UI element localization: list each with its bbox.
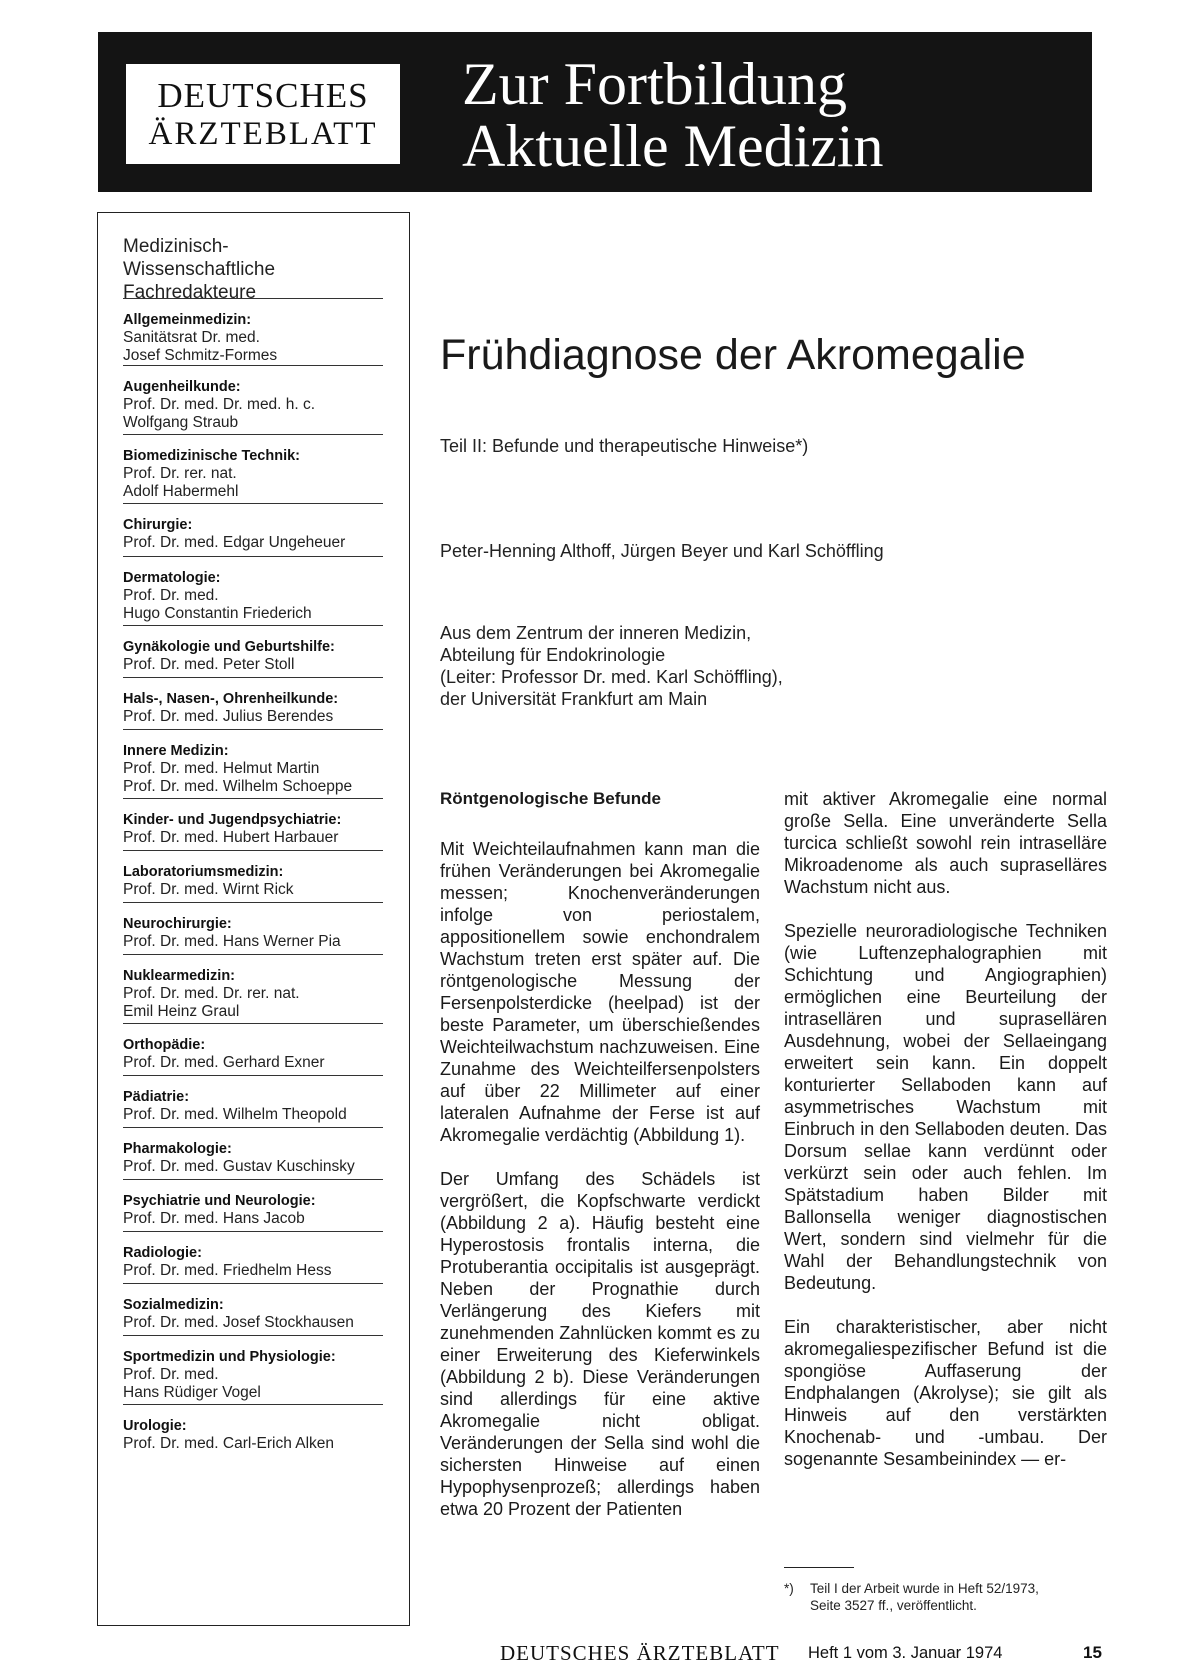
sidebar-heading: [123, 235, 393, 304]
sidebar-entry: [123, 1348, 393, 1402]
sidebar-divider: [123, 434, 383, 435]
specialty-label: Pädiatrie:: [123, 1089, 190, 1105]
body-paragraph: Spezielle neuroradiologische Techniken (wie Luftenzephalographien mit Schichtung und Angiographien) ermöglichen eine Beurteilung der intrasellären und suprasellären Ausdehnung, wobei der Sellaeingang erweitert sein kann. Ein doppelt konturierter Sellaboden kann auf asymmetrisches Wachstum mit Einbruch in den Sellaboden deuten. Das Dorsum sellae kann verdünnt oder verkürzt sein oder auch fehlen. Im Spätstadium haben Bilder mit Ballonsella weniger diagnostischen Wert, sondern sind vielmehr für die Wahl der Behandlungstechnik von Bedeutung.: [784, 921, 1107, 1293]
masthead-banner: [98, 32, 1092, 192]
editor-name: Prof. Dr. med. Gerhard Exner: [123, 1054, 325, 1071]
editor-name: Prof. Dr. med. Wirnt Rick: [123, 881, 294, 898]
editor-name: Adolf Habermehl: [123, 483, 239, 500]
editor-name: Sanitätsrat Dr. med.: [123, 329, 260, 346]
editor-name: Prof. Dr. med. Gustav Kuschinsky: [123, 1158, 355, 1175]
sidebar-divider: [123, 1179, 383, 1180]
body-paragraph: Mit Weichteilaufnahmen kann man die frühen Veränderungen bei Akromegalie messen; Knochenveränderungen infolge von periostalem, appositionellem sowie enchondralem Wachstum treten erst später auf. Die röntgenologische Messung der Fersenpolsterdicke (heelpad) ist der beste Parameter, um überschießendes Weichteilwachstum nachzuweisen. Eine Zunahme des Weichteilfersenpolsters auf über 22 Millimeter auf einer lateralen Aufnahme der Ferse ist auf Akromegalie verdächtig (Abbildung 1).: [440, 839, 760, 1145]
sidebar-entry: [123, 378, 393, 432]
article-subtitle: Teil II: Befunde und therapeutische Hinweise*): [440, 436, 809, 456]
sidebar-divider: [123, 556, 383, 557]
specialty-label: Kinder- und Jugendpsychiatrie:: [123, 812, 342, 828]
specialty-label: Urologie:: [123, 1418, 187, 1434]
specialty-label: Chirurgie:: [123, 517, 193, 533]
editor-name: Prof. Dr. med. Hubert Harbauer: [123, 829, 339, 846]
sidebar-entry: [123, 569, 393, 623]
sidebar-entry: [123, 967, 393, 1021]
affiliation-line: (Leiter: Professor Dr. med. Karl Schöffling),: [440, 667, 783, 687]
editor-name: Prof. Dr. med. Josef Stockhausen: [123, 1314, 354, 1331]
sidebar-divider: [123, 1335, 383, 1336]
body-paragraph: Ein charakteristischer, aber nicht akromegaliespezifischer Befund ist die spongiöse Auffaserung der Endphalangen (Akrolyse); sie gilt als Hinweis auf den verstärkten Knochenab- und -umbau. Der sogenannte Sesambeinindex — er-: [784, 1317, 1107, 1469]
specialty-label: Biomedizinische Technik:: [123, 448, 300, 464]
sidebar-entry: [123, 1140, 393, 1176]
sidebar-entry: [123, 1036, 393, 1072]
sidebar-divider: [123, 1075, 383, 1076]
page-number: 15: [1083, 1643, 1102, 1662]
editor-name: Wolfgang Straub: [123, 414, 239, 431]
specialty-label: Nuklearmedizin:: [123, 968, 235, 984]
editor-name: Prof. Dr. med. Hans Jacob: [123, 1210, 305, 1227]
specialty-label: Laboratoriumsmedizin:: [123, 864, 284, 880]
editor-name: Prof. Dr. med. Hans Werner Pia: [123, 933, 341, 950]
editor-name: Prof. Dr. med. Carl-Erich Alken: [123, 1435, 335, 1452]
specialty-label: Sportmedizin und Physiologie:: [123, 1349, 336, 1365]
article-authors: Peter-Henning Althoff, Jürgen Beyer und Karl Schöffling: [440, 541, 884, 561]
specialty-label: Augenheilkunde:: [123, 379, 241, 395]
footnote-line: Seite 3527 ff., veröffentlicht.: [810, 1598, 977, 1613]
sidebar-entry: [123, 915, 393, 951]
sidebar-divider: [123, 677, 383, 678]
sidebar-divider: [123, 954, 383, 955]
sidebar-divider: [123, 365, 383, 366]
sidebar-divider: [123, 798, 383, 799]
editor-name: Hugo Constantin Friederich: [123, 605, 312, 622]
sidebar-divider: [123, 625, 383, 626]
sidebar-divider: [123, 902, 383, 903]
sidebar-entry: [123, 1296, 393, 1332]
footnote-text: [810, 1580, 1039, 1614]
body-column-left: [440, 788, 760, 1542]
article-affiliation: [440, 622, 783, 710]
editor-name: Hans Rüdiger Vogel: [123, 1384, 261, 1401]
editor-name: Prof. Dr. med.: [123, 587, 219, 604]
sidebar-divider: [123, 1023, 383, 1024]
affiliation-line: Abteilung für Endokrinologie: [440, 645, 666, 665]
editor-name: Prof. Dr. med. Friedhelm Hess: [123, 1262, 332, 1279]
logo-line-1: DEUTSCHES: [157, 76, 369, 115]
footnote-line: Teil I der Arbeit wurde in Heft 52/1973,: [810, 1581, 1039, 1596]
sidebar-entry: [123, 638, 393, 674]
sidebar-entry: [123, 1417, 393, 1453]
sidebar-divider: [123, 1127, 383, 1128]
editor-name: Emil Heinz Graul: [123, 1003, 240, 1020]
editor-name: Prof. Dr. med. Helmut Martin: [123, 760, 320, 777]
specialty-label: Orthopädie:: [123, 1037, 206, 1053]
editor-name: Josef Schmitz-Formes: [123, 347, 278, 364]
editor-name: Prof. Dr. med. Wilhelm Schoeppe: [123, 778, 353, 795]
editors-sidebar: [97, 212, 410, 1626]
footnote-mark: *): [784, 1581, 794, 1596]
specialty-label: Sozialmedizin:: [123, 1297, 224, 1313]
specialty-label: Allgemeinmedizin:: [123, 312, 252, 328]
body-paragraph: mit aktiver Akromegalie eine normal große Sella. Eine unveränderte Sella turcica schließt sowohl rein intraselläre Mikroadenome als auch supraselläres Wachstum nicht aus.: [784, 789, 1107, 897]
article-title: Frühdiagnose der Akromegalie: [440, 331, 1026, 379]
footer-issue: Heft 1 vom 3. Januar 1974: [808, 1644, 1003, 1662]
journal-logo: [124, 62, 402, 166]
masthead-title-2: Aktuelle Medizin: [462, 113, 884, 179]
body-paragraph: Der Umfang des Schädels ist vergrößert, die Kopfschwarte verdickt (Abbildung 2 a). Häufig besteht eine Hyperostosis frontalis interna, die Protuberantia occipitalis ist ausgeprägt. Neben der Prognathie durch Verlängerung des Kiefers mit zunehmenden Zahnlücken kommt es zu einer Erweiterung des Kieferwinkels (Abbildung 2 b). Diese Veränderungen sind allerdings für eine aktive Akromegalie nicht obligat. Veränderungen der Sella sind wohl die sichersten Hinweise auf einen Hypophysenprozeß; allerdings haben etwa 20 Prozent der Patienten: [440, 1169, 760, 1519]
sidebar-entry: [123, 690, 393, 726]
specialty-label: Gynäkologie und Geburtshilfe:: [123, 639, 335, 655]
sidebar-entry: [123, 1088, 393, 1124]
editor-name: Prof. Dr. med. Dr. med. h. c.: [123, 396, 316, 413]
footnote-divider: [784, 1567, 854, 1568]
editor-name: Prof. Dr. med. Edgar Ungeheuer: [123, 534, 346, 551]
specialty-label: Pharmakologie:: [123, 1141, 232, 1157]
editor-name: Prof. Dr. med. Dr. rer. nat.: [123, 985, 300, 1002]
editor-name: Prof. Dr. rer. nat.: [123, 465, 237, 482]
sidebar-heading-line: Fachredakteure: [123, 282, 257, 303]
specialty-label: Radiologie:: [123, 1245, 202, 1261]
sidebar-entry: [123, 1192, 393, 1228]
sidebar-divider: [123, 1283, 383, 1284]
sidebar-heading-line: Medizinisch-: [123, 236, 229, 257]
editor-name: Prof. Dr. med. Julius Berendes: [123, 708, 334, 725]
sidebar-entry: [123, 811, 393, 847]
sidebar-divider: [123, 503, 383, 504]
body-column-right: [784, 788, 1107, 1492]
sidebar-divider: [123, 850, 383, 851]
editor-name: Prof. Dr. med.: [123, 1366, 219, 1383]
specialty-label: Dermatologie:: [123, 570, 221, 586]
editor-name: Prof. Dr. med. Peter Stoll: [123, 656, 295, 673]
sidebar-entry: [123, 516, 393, 552]
sidebar-entry: [123, 863, 393, 899]
sidebar-divider: [123, 1404, 383, 1405]
specialty-label: Neurochirurgie:: [123, 916, 232, 932]
sidebar-entry: [123, 1244, 393, 1280]
sidebar-divider: [123, 1231, 383, 1232]
affiliation-line: Aus dem Zentrum der inneren Medizin,: [440, 623, 752, 643]
footer-journal-name: DEUTSCHES ÄRZTEBLATT: [500, 1641, 780, 1665]
masthead-title-1: Zur Fortbildung: [462, 51, 847, 117]
sidebar-heading-line: Wissenschaftliche: [123, 259, 276, 280]
editor-name: Prof. Dr. med. Wilhelm Theopold: [123, 1106, 347, 1123]
sidebar-divider: [123, 298, 383, 299]
logo-line-2: ÄRZTEBLATT: [148, 116, 378, 152]
sidebar-divider: [123, 729, 383, 730]
affiliation-line: der Universität Frankfurt am Main: [440, 689, 708, 709]
sidebar-entry: [123, 742, 393, 796]
sidebar-entry: [123, 447, 393, 501]
section-heading: Röntgenologische Befunde: [440, 789, 661, 808]
specialty-label: Innere Medizin:: [123, 743, 229, 759]
specialty-label: Psychiatrie und Neurologie:: [123, 1193, 316, 1209]
sidebar-entry: [123, 311, 393, 365]
specialty-label: Hals-, Nasen-, Ohrenheilkunde:: [123, 691, 339, 707]
